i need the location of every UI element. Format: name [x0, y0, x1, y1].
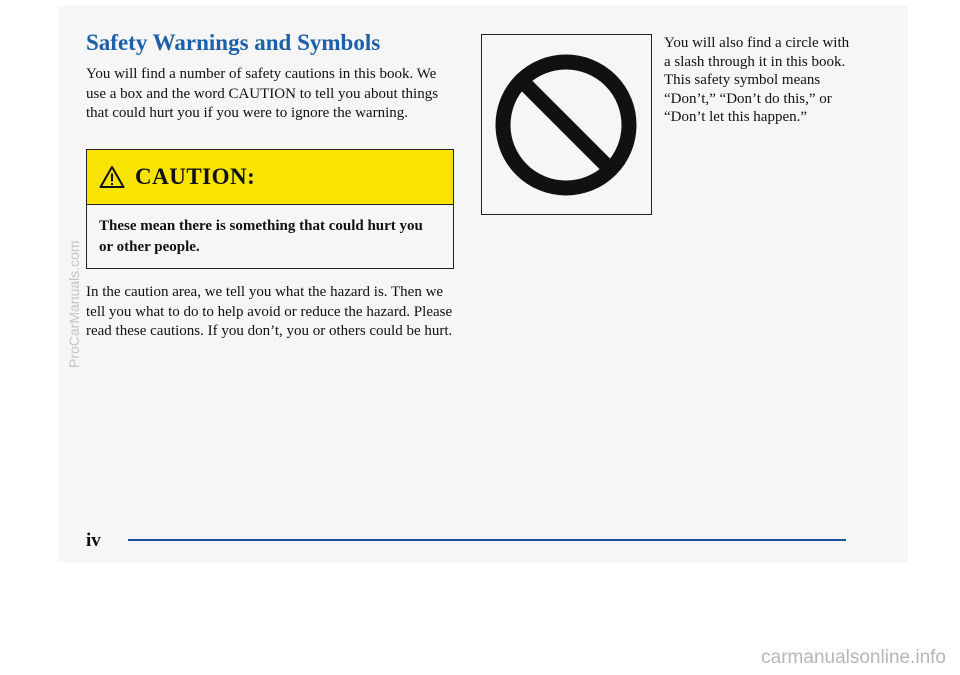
- caution-explanation-paragraph: In the caution area, we tell you what the hazard is. Then we tell you what to do to help avoid or reduce the hazard. Please read these cautions. If you don’t, you or others could be hurt.: [86, 284, 453, 339]
- symbol-description-paragraph: You will also find a circle with a slash through it in this book. This safety symbol means “Don’t,” “Don’t do this,” or “Don’t let this happen.”: [664, 35, 850, 125]
- intro-paragraph: You will find a number of safety cautions in this book. We use a box and the word CAUTION to tell you about things that could hurt you if you were to ignore the warning.: [86, 66, 439, 121]
- prohibition-circle-slash-icon: [482, 35, 651, 214]
- footer-rule: [128, 539, 846, 541]
- side-watermark: [64, 200, 88, 370]
- caution-label: CAUTION:: [135, 164, 256, 189]
- page-number: iv: [86, 530, 101, 551]
- side-watermark-text: ProCarManuals.com: [66, 240, 82, 368]
- prohibition-symbol-box: [481, 34, 652, 215]
- caution-header: [87, 150, 453, 205]
- page-title: Safety Warnings and Symbols: [86, 30, 381, 55]
- footer-watermark: carmanualsonline.info: [761, 647, 946, 668]
- warning-triangle-icon: [99, 165, 125, 189]
- caution-box: [86, 149, 454, 269]
- caution-text: These mean there is something that could hurt you or other people.: [99, 218, 423, 255]
